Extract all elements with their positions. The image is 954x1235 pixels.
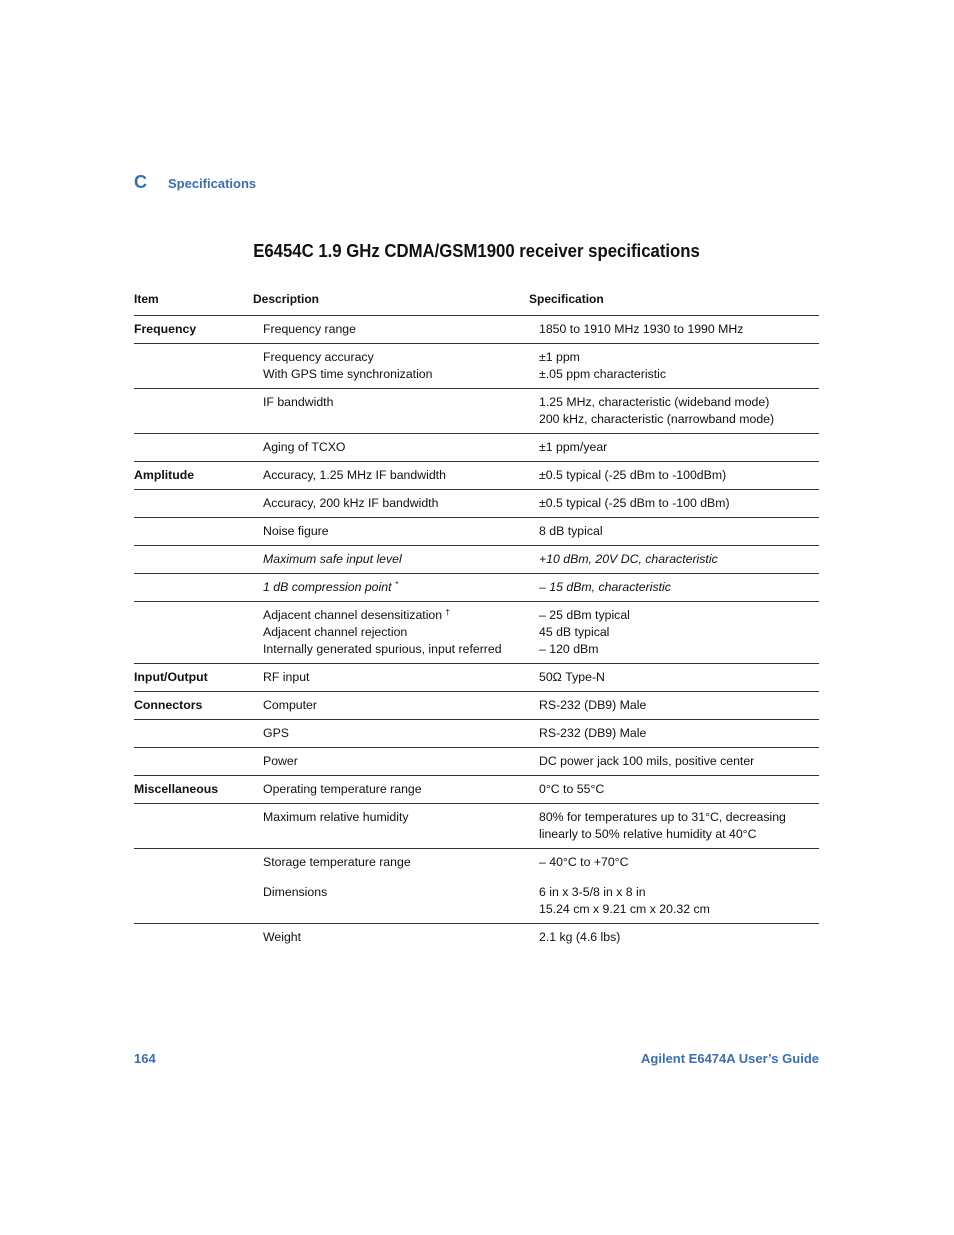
row-specification-text: ±0.5 typical (-25 dBm to -100dBm) [539, 468, 727, 482]
row-specification-line [539, 669, 819, 686]
row-specification-text: 15.24 cm x 9.21 cm x 20.32 cm [539, 902, 710, 916]
row-description-line [263, 411, 529, 428]
row-specification [529, 546, 819, 574]
row-specification-text: ±.05 ppm characteristic [539, 367, 667, 381]
row-description-line [263, 495, 529, 512]
row-specification-line [539, 411, 819, 428]
table-row [134, 748, 819, 776]
row-description-text: Accuracy, 200 kHz IF bandwidth [263, 496, 439, 510]
row-description-text: Noise figure [263, 524, 329, 538]
row-specification [529, 924, 819, 952]
row-item [134, 434, 253, 462]
row-specification-text: ±0.5 typical (-25 dBm to -100 dBm) [539, 496, 730, 510]
footnote-marker: * [394, 580, 399, 589]
page-title: E6454C 1.9 GHz CDMA/GSM1900 receiver specifications [253, 241, 700, 261]
row-specification-line [539, 781, 819, 798]
row-specification-text: – 120 dBm [539, 642, 599, 656]
row-description-line [263, 641, 529, 658]
row-item [134, 344, 253, 389]
row-item [134, 602, 253, 664]
row-description-line [263, 884, 529, 901]
row-description-line [263, 366, 529, 383]
row-specification-text: 6 in x 3-5/8 in x 8 in [539, 885, 646, 899]
section-name: Specifications [168, 176, 257, 191]
row-description [253, 664, 529, 692]
row-specification [529, 518, 819, 546]
row-description-text: IF bandwidth [263, 395, 334, 409]
row-description-text: Accuracy, 1.25 MHz IF bandwidth [263, 468, 446, 482]
row-description-line [263, 781, 529, 798]
row-description-text: Aging of TCXO [263, 440, 346, 454]
row-specification [529, 574, 819, 602]
row-description-line [263, 607, 529, 624]
row-specification-text: 2.1 kg (4.6 lbs) [539, 930, 621, 944]
row-specification [529, 462, 819, 490]
row-item [134, 518, 253, 546]
footnote-marker: † [445, 608, 450, 617]
row-specification-line [539, 641, 819, 658]
row-description-line [263, 854, 529, 871]
row-description-text: GPS [263, 726, 289, 740]
row-specification-text: RS-232 (DB9) Male [539, 698, 647, 712]
row-item: Input/Output [134, 664, 253, 692]
row-description [253, 692, 529, 720]
row-description-text: Maximum safe input level [263, 552, 402, 566]
row-specification [529, 344, 819, 389]
row-specification-line [539, 607, 819, 624]
row-description-text: Power [263, 754, 298, 768]
row-specification-line [539, 725, 819, 742]
row-description-line [263, 321, 529, 338]
row-specification-line [539, 394, 819, 411]
column-header-description: Description [253, 286, 529, 316]
row-specification-line [539, 753, 819, 770]
row-item [134, 546, 253, 574]
column-header-specification: Specification [529, 286, 819, 316]
row-specification-text: RS-232 (DB9) Male [539, 726, 647, 740]
row-description-line [263, 467, 529, 484]
spacer [263, 871, 529, 884]
table-row [134, 924, 819, 952]
row-description [253, 490, 529, 518]
row-item [134, 490, 253, 518]
row-specification-text: 8 dB typical [539, 524, 603, 538]
row-description-text: Dimensions [263, 885, 328, 899]
row-specification [529, 748, 819, 776]
row-specification [529, 720, 819, 748]
row-description-text: Maximum relative humidity [263, 810, 409, 824]
row-specification-text: 50Ω Type-N [539, 670, 605, 684]
table-row [134, 389, 819, 434]
row-specification-text: 200 kHz, characteristic (narrowband mode) [539, 412, 775, 426]
row-description-line [263, 753, 529, 770]
row-specification-line [539, 439, 819, 456]
row-specification-line [539, 579, 819, 596]
row-description-line [263, 439, 529, 456]
row-specification-line [539, 523, 819, 540]
row-description-line [263, 349, 529, 366]
row-specification-text: DC power jack 100 mils, positive center [539, 754, 755, 768]
row-specification [529, 490, 819, 518]
row-description [253, 344, 529, 389]
row-item [134, 924, 253, 952]
row-description-line [263, 697, 529, 714]
row-description [253, 804, 529, 849]
row-specification-line [539, 929, 819, 946]
row-specification-text: 1850 to 1910 MHz 1930 to 1990 MHz [539, 322, 744, 336]
row-item [134, 804, 253, 849]
table-row [134, 664, 819, 692]
row-description-text: Adjacent channel rejection [263, 625, 408, 639]
row-specification-line [539, 901, 819, 918]
row-item [134, 748, 253, 776]
row-description [253, 462, 529, 490]
table-row [134, 574, 819, 602]
row-specification-text: 80% for temperatures up to 31°C, decreasing [539, 810, 786, 824]
row-specification-text: 45 dB typical [539, 625, 610, 639]
row-item: Frequency [134, 316, 253, 344]
table-row [134, 602, 819, 664]
row-specification-line [539, 854, 819, 871]
row-description [253, 389, 529, 434]
row-specification-line [539, 321, 819, 338]
row-specification-text: – 25 dBm typical [539, 608, 630, 622]
table-row [134, 804, 819, 849]
row-description-text: 1 dB compression point [263, 580, 392, 594]
row-specification-text: 1.25 MHz, characteristic (wideband mode) [539, 395, 770, 409]
column-header-item: Item [134, 286, 253, 316]
row-description-line [263, 826, 529, 843]
row-description-text: RF input [263, 670, 310, 684]
table-row [134, 490, 819, 518]
row-description-line [263, 669, 529, 686]
row-specification-text: 0°C to 55°C [539, 782, 605, 796]
row-description [253, 434, 529, 462]
row-specification-line [539, 697, 819, 714]
row-specification-text: – 40°C to +70°C [539, 855, 629, 869]
specifications-table [134, 286, 819, 951]
row-description-text: Storage temperature range [263, 855, 411, 869]
row-description-line [263, 551, 529, 568]
row-specification-line [539, 551, 819, 568]
row-description-text: Internally generated spurious, input referred [263, 642, 502, 656]
row-specification-text: ±1 ppm/year [539, 440, 608, 454]
page-number: 164 [134, 1051, 156, 1066]
row-description [253, 748, 529, 776]
row-description-text: Frequency accuracy [263, 350, 374, 364]
row-item: Connectors [134, 692, 253, 720]
row-specification-line [539, 809, 819, 826]
row-description-text: Computer [263, 698, 317, 712]
row-description-line [263, 725, 529, 742]
table-body [134, 316, 819, 952]
row-description [253, 574, 529, 602]
row-description [253, 776, 529, 804]
guide-title: Agilent E6474A User’s Guide [641, 1051, 819, 1066]
table-row [134, 316, 819, 344]
table-row [134, 720, 819, 748]
row-description-text: Frequency range [263, 322, 356, 336]
row-specification [529, 602, 819, 664]
table-row [134, 692, 819, 720]
row-description-line [263, 624, 529, 641]
row-specification [529, 692, 819, 720]
row-description [253, 924, 529, 952]
row-item [134, 389, 253, 434]
row-description [253, 602, 529, 664]
row-description-line [263, 809, 529, 826]
table-row [134, 462, 819, 490]
row-description [253, 518, 529, 546]
row-description-line [263, 929, 529, 946]
row-description-line [263, 394, 529, 411]
row-specification-text: – 15 dBm, characteristic [539, 580, 671, 594]
row-description [253, 546, 529, 574]
row-specification-line [539, 366, 819, 383]
row-item: Miscellaneous [134, 776, 253, 804]
row-description-line [263, 523, 529, 540]
row-item [134, 849, 253, 924]
row-description [253, 849, 529, 924]
row-description [253, 720, 529, 748]
table-header-row [134, 286, 819, 316]
row-specification-text: +10 dBm, 20V DC, characteristic [539, 552, 718, 566]
row-specification [529, 849, 819, 924]
row-specification-line [539, 467, 819, 484]
table-row [134, 518, 819, 546]
table-row [134, 849, 819, 924]
table-row [134, 776, 819, 804]
table-row [134, 344, 819, 389]
row-specification [529, 316, 819, 344]
row-item: Amplitude [134, 462, 253, 490]
row-description-line [263, 579, 529, 596]
row-item [134, 720, 253, 748]
row-specification-line [539, 349, 819, 366]
row-description [253, 316, 529, 344]
table-row [134, 546, 819, 574]
row-specification-text: ±1 ppm [539, 350, 580, 364]
row-description-text: Adjacent channel desensitization [263, 608, 443, 622]
row-specification [529, 664, 819, 692]
row-specification-text: linearly to 50% relative humidity at 40°C [539, 827, 757, 841]
row-description-text: With GPS time synchronization [263, 367, 433, 381]
row-specification-line [539, 826, 819, 843]
row-description-text: Operating temperature range [263, 782, 422, 796]
appendix-letter: C [134, 172, 147, 192]
table-row [134, 434, 819, 462]
row-specification [529, 804, 819, 849]
row-specification [529, 389, 819, 434]
row-specification [529, 776, 819, 804]
row-specification-line [539, 495, 819, 512]
row-specification [529, 434, 819, 462]
row-description-text: Weight [263, 930, 302, 944]
row-specification-line [539, 884, 819, 901]
row-item [134, 574, 253, 602]
row-specification-line [539, 624, 819, 641]
spacer [539, 871, 819, 884]
